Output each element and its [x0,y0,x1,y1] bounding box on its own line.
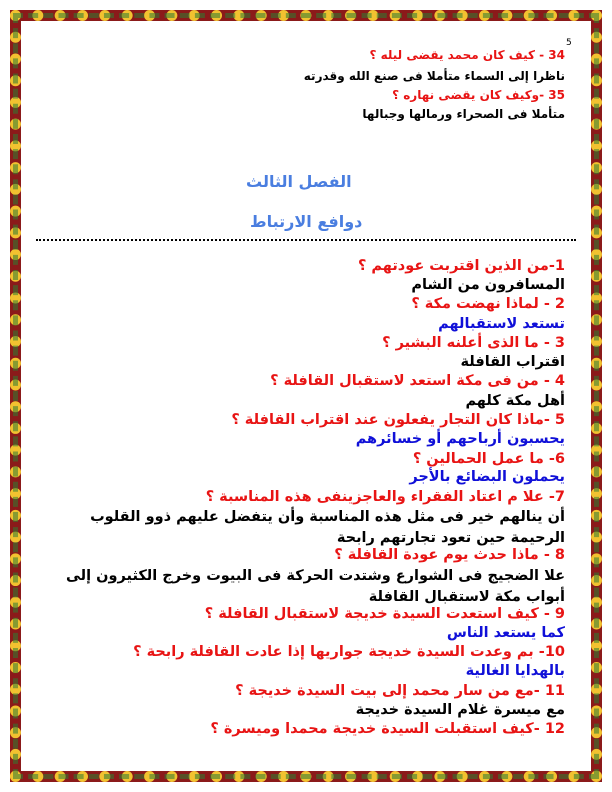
answer-7: أن ينالهم خير فى مثل هذه المناسبة وأن يتفضل عليهم ذوو القلوب الرحيمة حين تعود تجارتهم رابحة [90,509,565,546]
question-8: 8 - ماذا حدث يوم عودة القافلة ؟ [334,547,565,563]
question-9: 9 - كيف استعدت السيدة خديجة لاستقبال القافلة ؟ [204,606,565,622]
question-35: 35 -وكيف كان يقضى نهاره ؟ [392,88,565,102]
answer-34: ناظرا إلى السماء متأملا فى صنع الله وقدرته [303,69,565,83]
question-7: 7- علا م اعتاد الفقراء والعاجزينفى هذه المناسبة ؟ [205,489,565,505]
question-2: 2 - لماذا نهضت مكة ؟ [411,296,565,312]
answer-8: علا الضجيج فى الشوارع وشتدت الحركة فى البيوت وخرج الكثيرون إلى أبواب مكة لاستقبال القافلة [65,568,565,605]
answer-6: يحملون البضائع بالأجر [409,469,565,485]
question-3: 3 - ما الذى أعلنه البشير ؟ [382,335,565,351]
question-11: 11 -مع من سار محمد إلى بيت السيدة خديجة ؟ [235,683,565,699]
answer-2: تستعد لاستقبالهم [438,316,565,332]
answer-5: يحسبون أرباحهم أو خسائرهم [355,431,565,447]
page-number: 5 [566,38,572,48]
section-title: دوافع الارتباط [250,212,363,231]
answer-4: أهل مكة كلهم [465,393,565,409]
answer-3: اقتراب القافلة [460,354,565,370]
question-5: 5 -ماذا كان التجار يفعلون عند اقتراب القافلة ؟ [231,412,565,428]
question-4: 4 - من فى مكة استعد لاستقبال القافلة ؟ [270,373,565,389]
question-10: 10- بم وعدت السيدة خديجة جواريها إذا عادت القافلة رابحة ؟ [133,644,565,660]
answer-35: متأملا فى الصحراء ورمالها وجبالها [362,107,565,121]
question-34: 34 - كيف كان محمد يقضى ليله ؟ [369,48,565,62]
answer-11: مع ميسرة غلام السيدة خديجة [355,702,565,718]
section-divider [36,239,576,241]
chapter-title: الفصل الثالث [246,172,352,191]
answer-9: كما يستعد الناس [446,625,565,641]
question-6: 6- ما عمل الحمالين ؟ [412,451,565,467]
question-1: 1-من الذين اقتربت عودتهم ؟ [357,258,565,274]
question-12: 12 -كيف استقبلت السيدة خديجة محمدا وميسرة ؟ [210,721,565,737]
answer-1: المسافرون من الشام [411,277,565,293]
answer-10: بالهدايا الغالية [465,663,565,679]
